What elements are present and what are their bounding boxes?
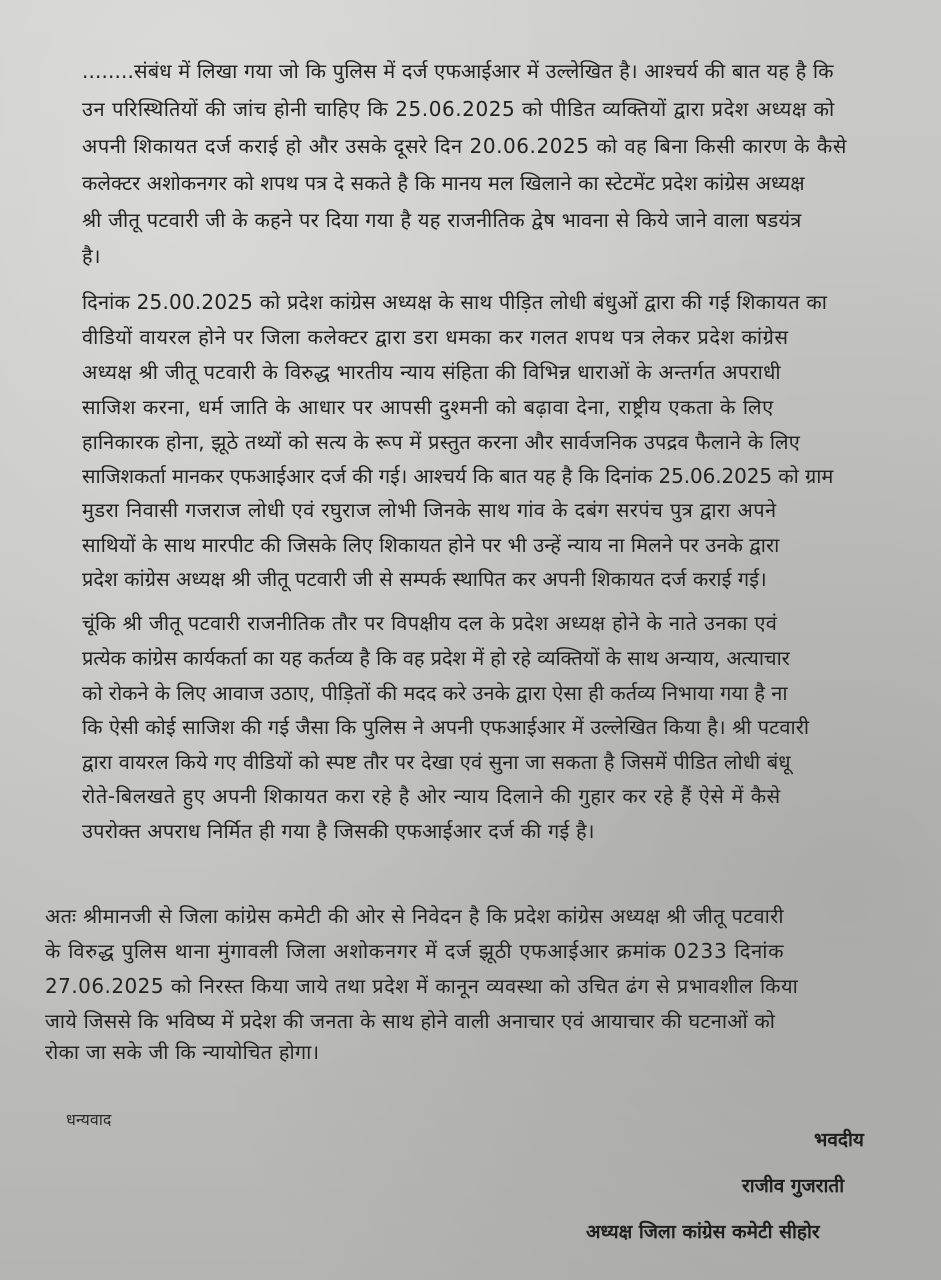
text-line: कि ऐसी कोई साजिश की गई जैसा कि पुलिस ने अपनी एफआईआर में उल्लेखित किया है। श्री पटवारी <box>82 715 810 739</box>
text-line: रोते-बिलखते हुए अपनी शिकायत करा रहे है ओर न्याय दिलाने की गुहार कर रहे हैं ऐसे में कैसे <box>82 784 781 808</box>
text-line: साजिशकर्ता मानकर एफआईआर दर्ज की गई। आश्चर्य कि बात यह है कि दिनांक 25.06.2025 को ग्राम <box>82 464 834 488</box>
text-line: साजिश करना, धर्म जाति के आधार पर आपसी दुश्मनी को बढ़ावा देना, राष्ट्रीय एकता के लिए <box>82 395 774 419</box>
text-line: उपरोक्त अपराध निर्मित ही गया है जिसकी एफआईआर दर्ज की गई है। <box>82 819 595 843</box>
text-line: हानिकारक होना, झूठे तथ्यों को सत्य के रूप में प्रस्तुत करना और सार्वजनिक उपद्रव फैलाने के लिए <box>82 430 801 454</box>
text-line: चूंकि श्री जीतू पटवारी राजनीतिक तौर पर विपक्षीय दल के प्रदेश अध्यक्ष होने के नाते उनका एवं <box>82 611 778 635</box>
text-line: प्रदेश कांग्रेस अध्यक्ष श्री जीतू पटवारी जी से सम्पर्क स्थापित कर अपनी शिकायत दर्ज कराई गई। <box>82 567 767 591</box>
text-line: अध्यक्ष श्री जीतू पटवारी के विरुद्ध भारतीय न्याय संहिता की विभिन्न धाराओं के अन्तर्गत अपराधी <box>82 360 781 384</box>
text-line: ........संबंध में लिखा गया जो कि पुलिस में दर्ज एफआईआर में उल्लेखित है। आश्चर्य की बात यह है कि <box>82 59 834 83</box>
text-line: को रोकने के लिए आवाज उठाए, पीड़ितों की मदद करे उनके द्वारा ऐसा ही कर्तव्य निभाया गया है ना <box>82 681 788 705</box>
text-line: 27.06.2025 को निरस्त किया जाये तथा प्रदेश में कानून व्यवस्था को उचित ढंग से प्रभावशील किया <box>45 974 799 998</box>
text-line: अपनी शिकायत दर्ज कराई हो और उसके दूसरे दिन 20.06.2025 को वह बिना किसी कारण के कैसे <box>82 134 847 158</box>
text-line: द्वारा वायरल किये गए वीडियों को स्पष्ट तौर पर देखा एवं सुना जा सकता है जिसमें पीडित लोधी बंधू <box>82 750 791 774</box>
text-line: श्री जीतू पटवारी जी के कहने पर दिया गया है यह राजनीतिक द्वेष भावना से किये जाने वाला षडयंत्र <box>82 208 802 232</box>
signature-closing: भवदीय <box>814 1129 864 1151</box>
text-line: मुडरा निवासी गजराज लोधी एवं रघुराज लोभी जिनके साथ गांव के दबंग सरपंच पुत्र द्वारा अपने <box>82 498 777 522</box>
text-line: है। <box>82 244 101 268</box>
text-line: वीडियों वायरल होने पर जिला कलेक्टर द्वारा डरा धमका कर गलत शपथ पत्र लेकर प्रदेश कांग्रेस <box>82 325 789 349</box>
text-line: जाये जिससे कि भविष्य में प्रदेश की जनता के साथ होने वाली अनाचार एवं आयाचार की घटनाओं को <box>45 1009 776 1033</box>
text-line: उन परिस्थितियों की जांच होनी चाहिए कि 25.06.2025 को पीडित व्यक्तियों द्वारा प्रदेश अध्यक्ष को <box>82 97 835 121</box>
text-line: प्रत्येक कांग्रेस कार्यकर्ता का यह कर्तव्य है कि वह प्रदेश में हो रहे व्यक्तियों के साथ अन्याय, अत्याचार <box>82 646 790 670</box>
closing-thanks: धन्यवाद <box>66 1110 112 1129</box>
text-line: रोका जा सके जी कि न्यायोचित होगा। <box>45 1040 320 1064</box>
text-line: के विरुद्ध पुलिस थाना मुंगावली जिला अशोकनगर में दर्ज झूठी एफआईआर क्रमांक 0233 दिनांक <box>45 939 785 963</box>
text-line: दिनांक 25.00.2025 को प्रदेश कांग्रेस अध्यक्ष के साथ पीड़ित लोधी बंधुओं द्वारा की गई शिकायत का <box>82 290 828 314</box>
signature-name: राजीव गुजराती <box>742 1175 845 1197</box>
text-line: अतः श्रीमानजी से जिला कांग्रेस कमेटी की ओर से निवेदन है कि प्रदेश कांग्रेस अध्यक्ष श्री जीतू पटवारी <box>45 904 784 928</box>
text-line: कलेक्टर अशोकनगर को शपथ पत्र दे सकते है कि मानय मल खिलाने का स्टेटमेंट प्रदेश कांग्रेस अध्यक्ष <box>82 171 805 195</box>
text-line: साथियों के साथ मारपीट की जिसके लिए शिकायत होने पर भी उन्हें न्याय ना मिलने पर उनके द्वारा <box>82 533 780 557</box>
signature-designation: अध्यक्ष जिला कांग्रेस कमेटी सीहोर <box>586 1221 820 1243</box>
